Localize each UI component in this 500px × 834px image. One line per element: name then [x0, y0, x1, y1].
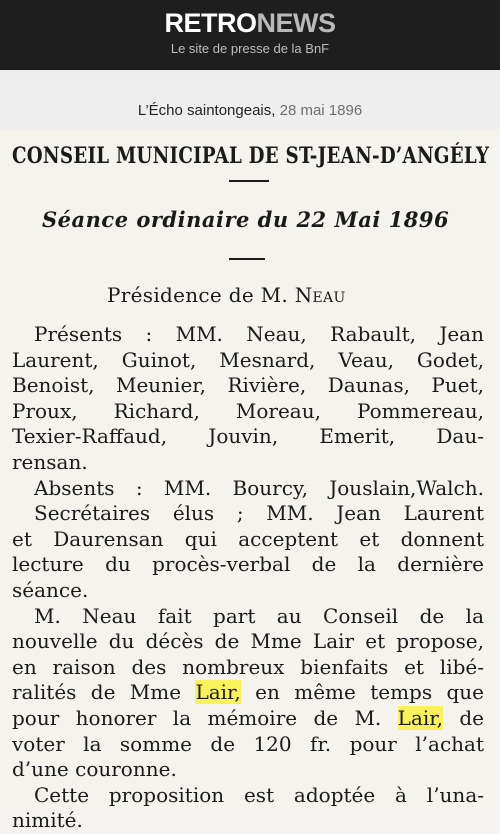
presidence-line [107, 281, 346, 309]
text-line: nimité. [12, 808, 83, 833]
text-line: Absents : MM. Bourcy, Jouslain,Walch. [34, 475, 484, 500]
article-subtitle: Séance ordinaire du 22 Mai 1896 [42, 207, 450, 232]
text-line: M. Neau fait part au Conseil de la [34, 603, 484, 628]
text-fragment: en même temps que [255, 680, 485, 705]
search-highlight: Lair, [195, 680, 241, 705]
text-line: et Daurensan qui acceptent et donnent [12, 526, 484, 551]
logo-news: NEWS [256, 8, 336, 38]
publication-name[interactable]: L’Écho saintongeais, [137, 102, 276, 119]
text-line: Texier-Raffaud, Jouvin, Emerit, Dau- [12, 424, 484, 449]
logo-retro: RETRO [164, 8, 257, 38]
article-body [12, 322, 484, 834]
text-line: lecture du procès-verbal de la dernière [12, 552, 484, 577]
newspaper-scan [0, 130, 500, 833]
text-line: Secrétaires élus ; MM. Jean Laurent [34, 501, 484, 526]
text-line: Laurent, Guinot, Mesnard, Veau, Godet, [12, 347, 484, 372]
president-name: Neau [294, 283, 346, 307]
text-fragment: de [459, 705, 485, 730]
subtitle-divider [229, 258, 265, 260]
text-line: Benoist, Meunier, Rivière, Daunas, Puet, [12, 373, 484, 398]
text-line: séance. [12, 577, 89, 602]
search-highlight: Lair, [397, 705, 443, 730]
text-line: Présents : MM. Neau, Rabault, Jean [34, 322, 484, 346]
publication-date: 28 mai 1896 [279, 102, 363, 119]
presidence-prefix: Présidence de M. [107, 283, 289, 307]
text-fragment: pour honorer la mémoire de M. [12, 705, 382, 730]
text-line [12, 680, 484, 706]
text-line: nouvelle du décès de Mme Lair et propose, [12, 629, 484, 654]
text-line [12, 706, 484, 732]
title-divider [229, 180, 269, 182]
text-fragment: ralités de Mme [12, 680, 182, 705]
site-tagline: Le site de presse de la BnF [170, 41, 330, 56]
text-line: rensan. [12, 449, 88, 474]
text-line: d’une couronne. [12, 757, 177, 782]
retronews-logo[interactable] [0, 8, 500, 38]
text-line: voter la somme de 120 fr. pour l’achat [12, 731, 484, 756]
article-title: CONSEIL MUNICIPAL DE ST-JEAN-D’ANGÉLY [12, 143, 490, 169]
text-line: Proux, Richard, Moreau, Pommereau, [12, 398, 484, 423]
text-line: Cette proposition est adoptée à l’una- [34, 782, 484, 807]
source-bar [0, 70, 500, 130]
text-line: en raison des nombreux bienfaits et libé- [12, 654, 484, 679]
site-header [0, 0, 500, 70]
